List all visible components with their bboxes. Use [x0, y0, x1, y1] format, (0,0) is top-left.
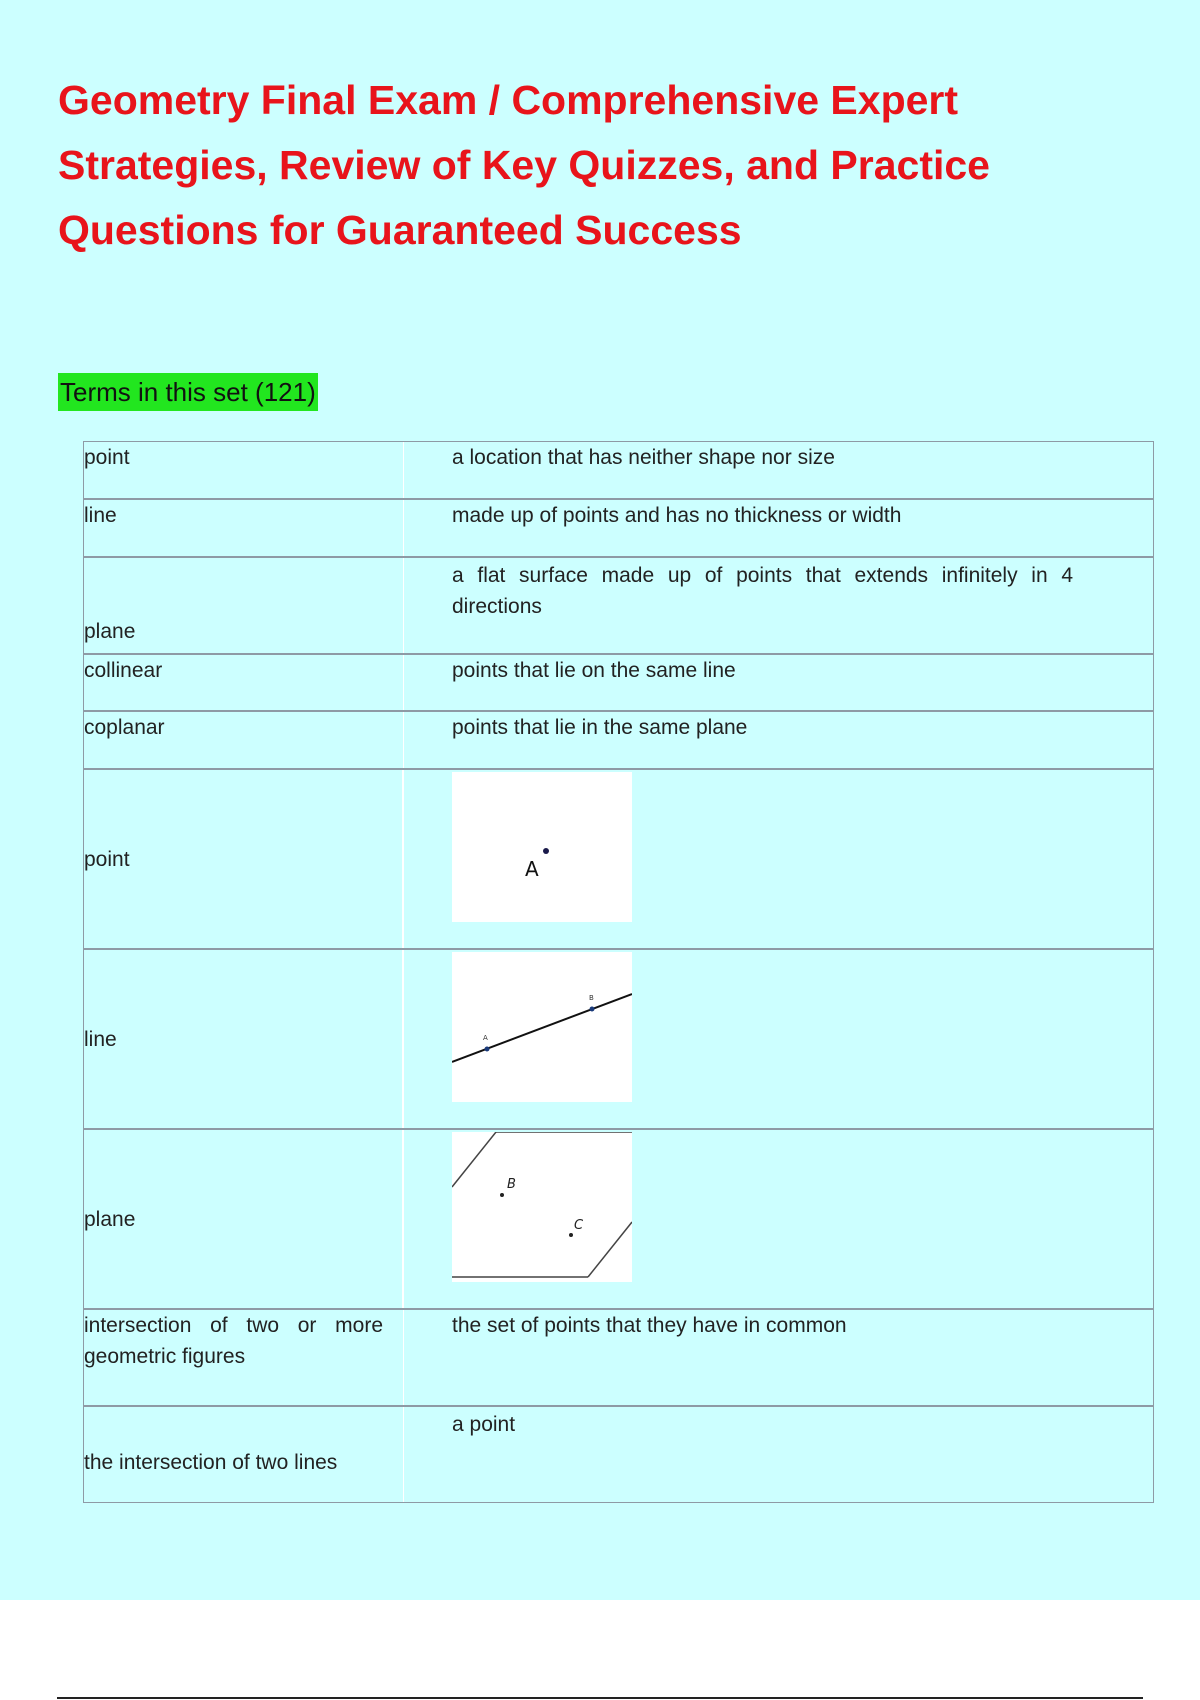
definition-cell — [404, 1130, 1153, 1308]
line-point-a — [485, 1047, 490, 1052]
definition-cell — [404, 950, 1153, 1128]
term-cell: intersection of two or more geometric figures — [84, 1310, 404, 1405]
term-cell — [84, 558, 404, 653]
plane-point-c-label: C — [574, 1218, 584, 1233]
term-cell — [84, 1130, 404, 1308]
table-row — [84, 442, 1153, 500]
line-point-b-label: B — [589, 994, 594, 1002]
terms-table — [83, 441, 1154, 1503]
term-cell — [84, 1407, 404, 1502]
plane-point-b — [500, 1193, 504, 1197]
line-point-b — [590, 1007, 595, 1012]
definition-cell: points that lie in the same plane — [452, 716, 748, 739]
definition-cell: the set of points that they have in common — [452, 1314, 847, 1337]
point-figure — [452, 772, 632, 922]
term-text: line — [84, 1027, 117, 1051]
table-row — [84, 500, 1153, 558]
line-segment — [452, 994, 632, 1062]
definition-cell — [404, 770, 1153, 948]
table-row — [84, 712, 1153, 770]
point-a-label: A — [525, 857, 539, 881]
table-row — [84, 1407, 1153, 1502]
term-text: plane — [84, 620, 136, 643]
table-row — [84, 950, 1153, 1130]
plane-point-c — [569, 1233, 573, 1237]
terms-count-badge: Terms in this set (121) — [58, 373, 318, 411]
document-title: Geometry Final Exam / Comprehensive Expert Strategies, Review of Key Quizzes, and Practice Questions for Guaranteed Success — [58, 77, 990, 253]
footer-rule — [57, 1697, 1143, 1699]
term-cell: coplanar — [84, 712, 404, 768]
plane-right-edge — [588, 1222, 632, 1277]
definition-cell: made up of points and has no thickness or width — [452, 504, 902, 527]
table-row — [84, 655, 1153, 712]
table-row — [84, 1310, 1153, 1407]
term-cell — [84, 950, 404, 1128]
term-cell — [84, 770, 404, 948]
plane-point-b-label: B — [507, 1177, 516, 1192]
term-cell: collinear — [84, 655, 404, 710]
term-text: plane — [84, 1207, 136, 1231]
term-cell: line — [84, 500, 404, 556]
point-a-dot — [543, 848, 549, 854]
term-cell: point — [84, 442, 404, 498]
line-point-a-label: A — [483, 1034, 488, 1042]
plane-figure — [452, 1132, 632, 1282]
term-text: the intersection of two lines — [84, 1451, 338, 1474]
term-text: point — [84, 847, 130, 871]
definition-cell: a flat surface made up of points that extends infinitely in 4 directions — [452, 564, 1073, 618]
table-row — [84, 1130, 1153, 1310]
definition-cell: a location that has neither shape nor size — [452, 446, 835, 469]
table-row — [84, 558, 1153, 655]
definition-cell: points that lie on the same line — [452, 659, 736, 682]
line-figure — [452, 952, 632, 1102]
definition-cell: a point — [452, 1413, 516, 1436]
table-row — [84, 770, 1153, 950]
plane-left-edge — [452, 1132, 496, 1187]
